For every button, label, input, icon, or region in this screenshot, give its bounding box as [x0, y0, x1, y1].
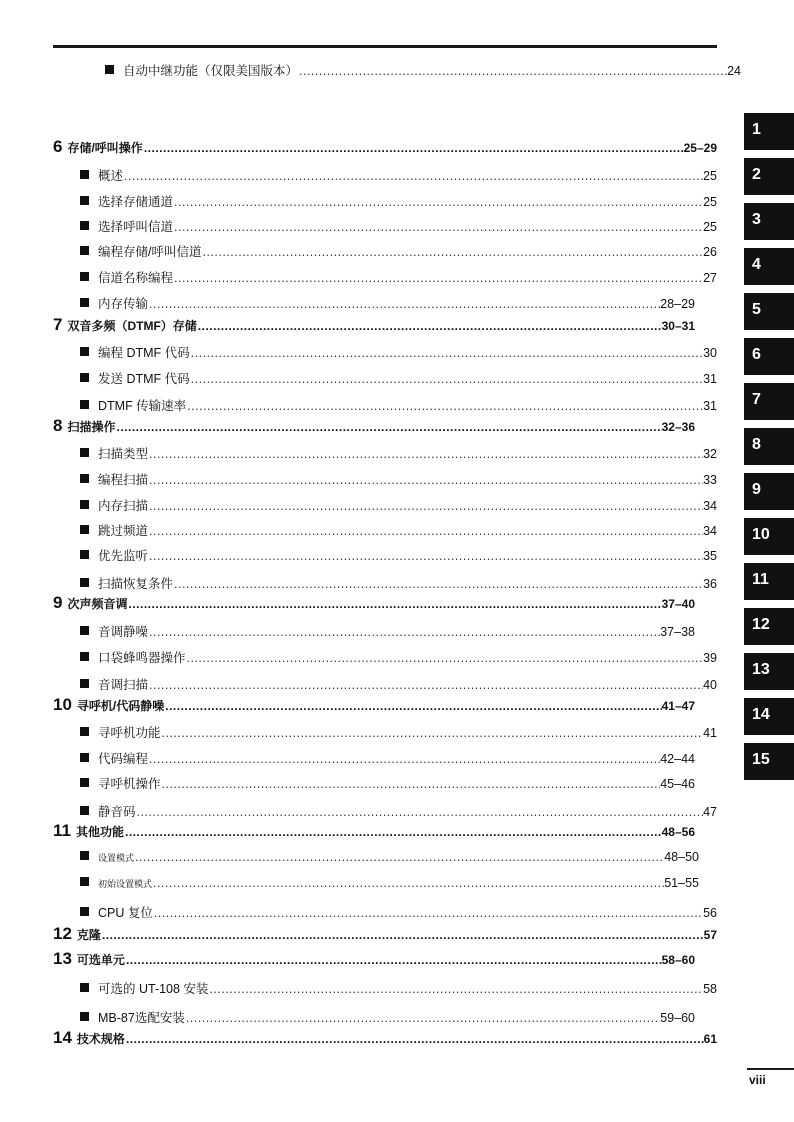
bullet-square-icon — [80, 448, 89, 457]
dot-leader — [148, 524, 703, 538]
dot-leader — [153, 906, 703, 920]
chapter-tab[interactable]: 13 — [744, 653, 794, 690]
dot-leader — [127, 597, 661, 611]
toc-item-page: 26 — [703, 245, 717, 259]
bullet-square-icon — [80, 679, 89, 688]
section-title: 可选单元 — [76, 953, 125, 967]
chapter-tab[interactable]: 6 — [744, 338, 794, 375]
bullet-square-icon — [80, 196, 89, 205]
section-pages: 32–36 — [661, 420, 695, 434]
bullet-square-icon — [80, 753, 89, 762]
toc-item[interactable] — [80, 546, 717, 564]
toc-section-14[interactable] — [53, 1028, 717, 1048]
toc-item-page: 27 — [703, 271, 717, 285]
chapter-tab[interactable]: 15 — [744, 743, 794, 780]
bullet-square-icon — [80, 373, 89, 382]
bullet-square-icon — [80, 851, 89, 860]
toc-entry-intro[interactable] — [105, 61, 741, 79]
chapter-tab[interactable]: 2 — [744, 158, 794, 195]
toc-item-page: 35 — [703, 549, 717, 563]
toc-item-label: 初始设置模式 — [98, 879, 153, 889]
toc-item-label: CPU 复位 — [98, 906, 153, 920]
toc-item-label: 发送 DTMF 代码 — [98, 372, 190, 386]
toc-section-8[interactable] — [53, 416, 695, 436]
chapter-tab[interactable]: 3 — [744, 203, 794, 240]
section-pages: 25–29 — [683, 141, 717, 155]
dot-leader — [161, 726, 704, 740]
bottom-rule — [747, 1068, 794, 1070]
toc-item-page: 45–46 — [660, 777, 695, 791]
toc-item-page: 51–55 — [664, 876, 699, 890]
dot-leader — [201, 245, 703, 259]
toc-item[interactable] — [80, 622, 695, 640]
section-title: 扫描操作 — [67, 420, 116, 434]
toc-item-page: 33 — [703, 473, 717, 487]
dot-leader — [148, 473, 703, 487]
bullet-square-icon — [80, 877, 89, 886]
toc-item-label: 可选的 UT-108 安装 — [98, 982, 209, 996]
toc-item-label: 编程 DTMF 代码 — [98, 346, 190, 360]
toc-item[interactable] — [80, 268, 717, 286]
bullet-square-icon — [80, 525, 89, 534]
section-number: 13 — [53, 949, 72, 968]
toc-item-label: 概述 — [98, 169, 124, 183]
dot-leader — [190, 372, 703, 386]
dot-leader — [197, 319, 662, 333]
section-pages: 37–40 — [661, 597, 695, 611]
dot-leader — [148, 499, 703, 513]
dot-leader — [185, 1011, 660, 1025]
bullet-square-icon — [80, 272, 89, 281]
dot-leader — [173, 577, 703, 591]
toc-item-label: 跳过频道 — [98, 524, 149, 538]
toc-item[interactable] — [80, 343, 717, 361]
chapter-tab[interactable]: 4 — [744, 248, 794, 285]
chapter-tab[interactable]: 12 — [744, 608, 794, 645]
toc-section-6[interactable] — [53, 137, 717, 157]
bullet-square-icon — [80, 298, 89, 307]
section-pages: 30–31 — [661, 319, 695, 333]
toc-item[interactable] — [80, 979, 717, 997]
toc-item-page: 36 — [703, 577, 717, 591]
section-title: 双音多频（DTMF）存储 — [67, 319, 197, 333]
toc-item-page: 59–60 — [660, 1011, 695, 1025]
toc-item[interactable] — [80, 396, 717, 414]
bullet-square-icon — [80, 626, 89, 635]
section-title: 其他功能 — [75, 825, 124, 839]
section-number: 14 — [53, 1028, 72, 1047]
dot-leader — [161, 777, 661, 791]
dot-leader — [186, 651, 704, 665]
bullet-square-icon — [80, 550, 89, 559]
bullet-square-icon — [80, 578, 89, 587]
toc-item-label: 信道名称编程 — [98, 271, 174, 285]
section-number: 8 — [53, 416, 63, 435]
toc-item[interactable] — [80, 903, 717, 921]
toc-item-page: 42–44 — [660, 752, 695, 766]
toc-item-label: 静音码 — [98, 805, 136, 819]
section-title: 寻呼机/代码静噪 — [76, 699, 165, 713]
dot-leader — [125, 1032, 704, 1046]
dot-leader — [148, 297, 660, 311]
toc-item-label: 口袋蜂鸣器操作 — [98, 651, 186, 665]
section-number: 7 — [53, 315, 63, 334]
toc-item-page: 25 — [703, 195, 717, 209]
dot-leader — [101, 928, 704, 942]
toc-item[interactable] — [80, 802, 717, 820]
toc-item[interactable] — [80, 521, 717, 539]
dot-leader — [148, 447, 703, 461]
toc-item-label: 音调扫描 — [98, 678, 149, 692]
toc-item-label: 优先监听 — [98, 549, 149, 563]
toc-section-10[interactable] — [53, 695, 695, 715]
toc-item-label: 寻呼机功能 — [98, 726, 161, 740]
dot-leader — [124, 825, 662, 839]
section-title: 次声频音调 — [67, 597, 128, 611]
chapter-tab[interactable]: 14 — [744, 698, 794, 735]
bullet-square-icon — [80, 221, 89, 230]
toc-item-label: 编程存储/呼叫信道 — [98, 245, 202, 259]
dot-leader — [298, 64, 727, 78]
dot-leader — [186, 399, 703, 413]
bullet-square-icon — [80, 1012, 89, 1021]
bullet-square-icon — [80, 983, 89, 992]
chapter-tab[interactable]: 8 — [744, 428, 794, 465]
dot-leader — [134, 850, 664, 864]
dot-leader — [173, 195, 703, 209]
dot-leader — [208, 982, 703, 996]
toc-item-page: 34 — [703, 524, 717, 538]
toc-item[interactable] — [80, 675, 717, 693]
toc-item-page: 40 — [703, 678, 717, 692]
toc-item-page: 34 — [703, 499, 717, 513]
toc-item-page: 48–50 — [664, 850, 699, 864]
toc-item[interactable] — [80, 749, 695, 767]
section-pages: 41–47 — [661, 699, 695, 713]
toc-item-label: 寻呼机操作 — [98, 777, 161, 791]
toc-item-label: 内存传输 — [98, 297, 149, 311]
page-number: viii — [749, 1073, 766, 1087]
toc-item-label: 扫描恢复条件 — [98, 577, 174, 591]
toc-item-page: 31 — [703, 399, 717, 413]
toc-item-page: 37–38 — [660, 625, 695, 639]
toc-section-11[interactable] — [53, 821, 695, 841]
toc-item-label: 代码编程 — [98, 752, 149, 766]
dot-leader — [173, 220, 703, 234]
dot-leader — [190, 346, 703, 360]
toc-item-label: 编程扫描 — [98, 473, 149, 487]
section-title: 技术规格 — [76, 1032, 125, 1046]
section-title: 克隆 — [76, 928, 101, 942]
dot-leader — [148, 625, 660, 639]
dot-leader — [173, 271, 703, 285]
bullet-square-icon — [80, 170, 89, 179]
bullet-square-icon — [80, 727, 89, 736]
toc-section-13[interactable] — [53, 949, 695, 969]
toc-item-page: 58 — [703, 982, 717, 996]
section-pages: 58–60 — [661, 953, 695, 967]
section-number: 11 — [53, 821, 71, 840]
section-number: 6 — [53, 137, 63, 156]
toc-entry-label: 自动中继功能（仅限美国版本） — [123, 64, 299, 78]
bullet-square-icon — [80, 500, 89, 509]
chapter-tab[interactable]: 1 — [744, 113, 794, 150]
toc-item-label: 选择存储通道 — [98, 195, 174, 209]
chapter-tab[interactable]: 11 — [744, 563, 794, 600]
dot-leader — [123, 169, 703, 183]
toc-section-9[interactable] — [53, 593, 695, 613]
chapter-tab[interactable]: 7 — [744, 383, 794, 420]
dot-leader — [164, 699, 661, 713]
toc-entry-page: 24 — [727, 64, 741, 78]
section-number: 10 — [53, 695, 72, 714]
chapter-tab[interactable]: 9 — [744, 473, 794, 510]
dot-leader — [152, 876, 664, 890]
chapter-tab[interactable]: 10 — [744, 518, 794, 555]
bullet-square-icon — [80, 806, 89, 815]
toc-item-page: 25 — [703, 220, 717, 234]
toc-item[interactable] — [80, 876, 699, 890]
toc-item[interactable] — [80, 470, 717, 488]
toc-item-page: 56 — [703, 906, 717, 920]
toc-item-page: 28–29 — [660, 297, 695, 311]
toc-item-page: 47 — [703, 805, 717, 819]
chapter-tab[interactable]: 5 — [744, 293, 794, 330]
dot-leader — [125, 953, 662, 967]
bullet-square-icon — [80, 246, 89, 255]
dot-leader — [148, 549, 703, 563]
section-pages: 57 — [703, 928, 717, 942]
section-pages: 61 — [703, 1032, 717, 1046]
toc-item[interactable] — [80, 444, 717, 462]
bullet-square-icon — [80, 907, 89, 916]
toc-item-label: 选择呼叫信道 — [98, 220, 174, 234]
dot-leader — [115, 420, 661, 434]
toc-item[interactable] — [80, 192, 717, 210]
bullet-square-icon — [80, 652, 89, 661]
toc-item-label: MB-87选配安装 — [98, 1011, 185, 1025]
section-pages: 48–56 — [661, 825, 695, 839]
toc-item[interactable] — [80, 166, 717, 184]
toc-item-label: 内存扫描 — [98, 499, 149, 513]
toc-item[interactable] — [80, 294, 695, 312]
toc-item[interactable] — [80, 774, 695, 792]
toc-item[interactable] — [80, 574, 717, 592]
toc-item[interactable] — [80, 217, 717, 235]
section-title: 存储/呼叫操作 — [67, 141, 143, 155]
dot-leader — [136, 805, 704, 819]
toc-item[interactable] — [80, 242, 717, 260]
toc-item-page: 30 — [703, 346, 717, 360]
toc-item[interactable] — [80, 1008, 695, 1026]
bullet-square-icon — [80, 400, 89, 409]
toc-item-label: DTMF 传输速率 — [98, 399, 187, 413]
toc-item[interactable] — [80, 850, 699, 864]
toc-item[interactable] — [80, 723, 717, 741]
section-number: 12 — [53, 924, 72, 943]
toc-section-12[interactable] — [53, 924, 717, 944]
toc-item-page: 25 — [703, 169, 717, 183]
bullet-square-icon — [80, 778, 89, 787]
bullet-square-icon — [105, 65, 114, 74]
toc-item-page: 32 — [703, 447, 717, 461]
toc-item-page: 41 — [703, 726, 717, 740]
toc-item-page: 39 — [703, 651, 717, 665]
toc-item-label: 扫描类型 — [98, 447, 149, 461]
section-number: 9 — [53, 593, 63, 612]
toc-item-label: 设置模式 — [98, 853, 135, 863]
toc-item-label: 音调静噪 — [98, 625, 149, 639]
toc-item[interactable] — [80, 369, 717, 387]
toc-section-7[interactable] — [53, 315, 695, 335]
top-rule — [53, 45, 717, 48]
bullet-square-icon — [80, 474, 89, 483]
bullet-square-icon — [80, 347, 89, 356]
dot-leader — [148, 678, 703, 692]
toc-item[interactable] — [80, 648, 717, 666]
dot-leader — [143, 141, 684, 155]
toc-item-page: 31 — [703, 372, 717, 386]
dot-leader — [148, 752, 660, 766]
toc-item[interactable] — [80, 496, 717, 514]
